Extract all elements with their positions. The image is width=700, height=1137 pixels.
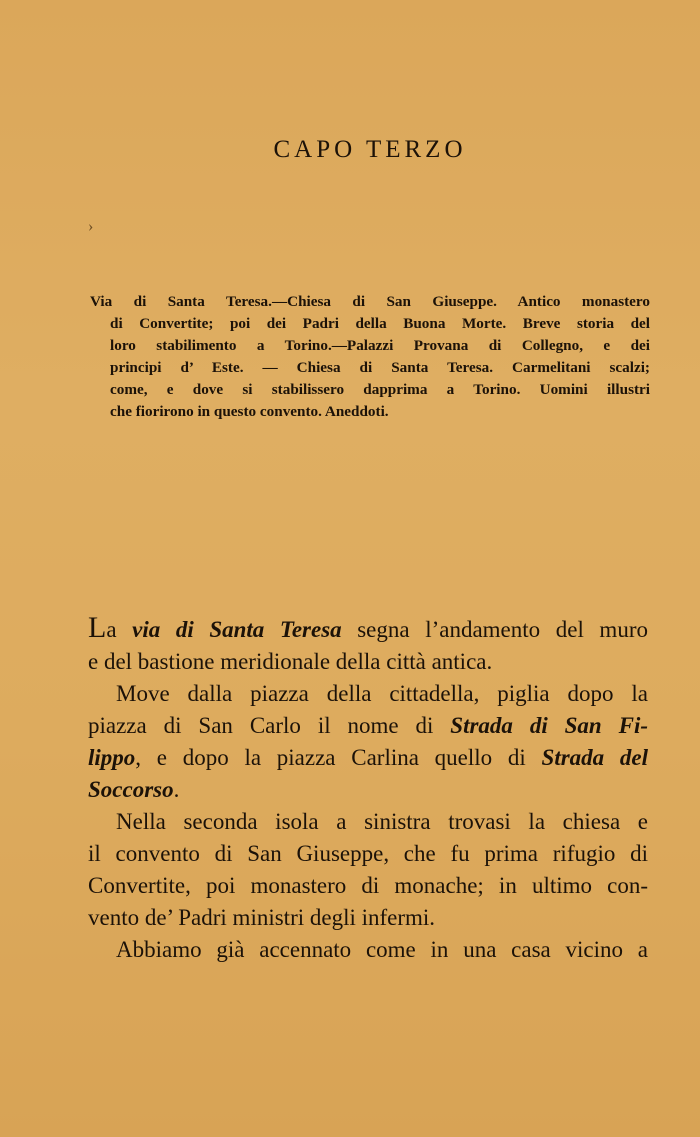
body-line xyxy=(88,710,648,742)
text-run: piazza di San Carlo il nome di xyxy=(88,713,451,738)
body-line: Nella seconda isola a sinistra trovasi la chiesa e xyxy=(116,809,648,834)
text-run: segna l’andamento del muro xyxy=(341,617,648,642)
summary-line: di Convertite; poi dei Padri della Buona Morte. Breve storia del xyxy=(110,315,650,332)
summary-line: loro stabilimento a Torino.—Palazzi Provana di Collegno, e dei xyxy=(110,337,650,354)
chapter-title: CAPO TERZO xyxy=(273,136,467,163)
page-mark: › xyxy=(88,218,94,235)
summary-line: come, e dove si stabilissero dapprima a Torino. Uomini illustri xyxy=(110,381,650,398)
italic-run: Strada del xyxy=(541,745,648,770)
body-line: e del bastione meridionale della città antica. xyxy=(88,649,493,674)
body-text xyxy=(88,612,648,966)
body-line: vento de’ Padri ministri degli infermi. xyxy=(88,905,436,930)
text-run: , e dopo la piazza Carlina quello di xyxy=(135,745,542,770)
body-line xyxy=(88,774,648,806)
body-line: Convertite, poi monastero di monache; in ultimo con- xyxy=(88,873,648,898)
drop-cap: L xyxy=(88,611,107,644)
chapter-summary xyxy=(90,291,650,423)
body-line: il convento di San Giuseppe, che fu prima rifugio di xyxy=(88,841,648,866)
text-run: a xyxy=(106,617,133,642)
body-line xyxy=(88,742,648,774)
italic-run: lippo xyxy=(88,745,136,770)
body-line: Abbiamo già accennato come in una casa vicino a xyxy=(116,937,648,962)
summary-line: Via di Santa Teresa.—Chiesa di San Giuseppe. Antico monastero xyxy=(90,293,650,310)
italic-run: Soccorso xyxy=(88,777,174,802)
italic-run: Strada di San Fi- xyxy=(450,713,648,738)
text-run: . xyxy=(173,777,180,802)
summary-line: principi d’ Este. — Chiesa di Santa Teresa. Carmelitani scalzi; xyxy=(110,359,650,376)
body-line: Move dalla piazza della cittadella, piglia dopo la xyxy=(116,681,648,706)
italic-run: via di Santa Teresa xyxy=(132,617,342,642)
summary-line: che fiorirono in questo convento. Aneddoti. xyxy=(110,403,389,420)
body-line xyxy=(88,612,648,646)
